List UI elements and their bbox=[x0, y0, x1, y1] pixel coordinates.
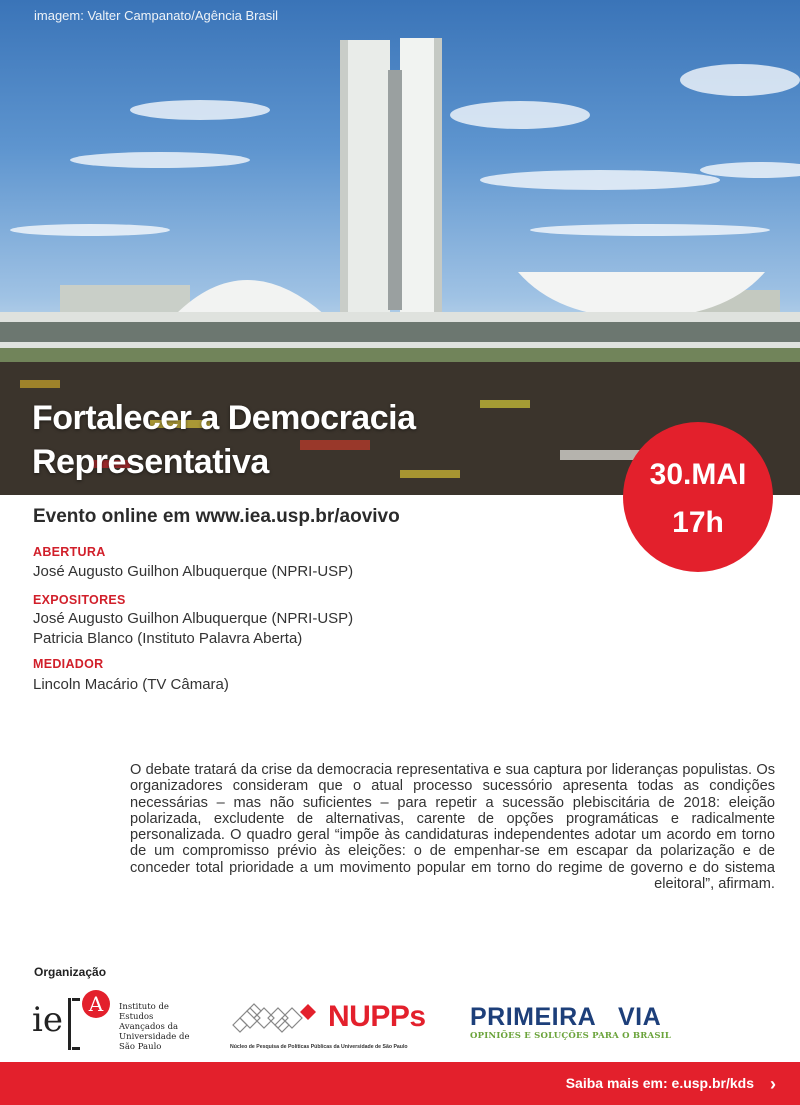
primeira-via-tagline: OPINIÕES E SOLUÇÕES PARA O BRASIL bbox=[470, 1031, 672, 1041]
nupps-name: NUPPs bbox=[328, 1000, 426, 1033]
iea-name-line: Avançados da bbox=[119, 1022, 179, 1032]
iea-name-line: São Paulo bbox=[119, 1042, 162, 1052]
primeira-via-name-part1: PRIMEIRA bbox=[470, 1003, 597, 1031]
speaker-item: José Augusto Guilhon Albuquerque (NPRI-USP) bbox=[33, 610, 354, 627]
event-description: O debate tratará da crise da democracia representativa e sua captura por lideranças populistas. Os organizadores consideram que o atual processo sucessório apresenta todas as condições necessárias – mas não suficientes – para repetir a sucessão plebiscitária de 2018: eleição polarizada, excludente de alternativas, carente de opções programáticas e radicalmente personalizada. O quadro geral “impõe às candidaturas independentes adotar um acordo em torno de um compromisso prévio às eleições: o de empenhar-se em escapar da polarização e de conceder total prioridade a um movimento popular em torno do regime de governo e do sistema eleitoral”, afirmam. bbox=[130, 762, 775, 893]
iea-name-line: Estudos bbox=[119, 1012, 154, 1022]
primeira-via-logo[interactable] bbox=[470, 1003, 690, 1043]
speaker-item: Patricia Blanco (Instituto Palavra Aberta) bbox=[33, 630, 303, 647]
opening-speaker: José Augusto Guilhon Albuquerque (NPRI-USP) bbox=[33, 563, 354, 580]
event-time: 17h bbox=[672, 506, 724, 539]
nupps-subtitle: Núcleo de Pesquisa de Políticas Públicas da Universidade de São Paulo bbox=[230, 1044, 408, 1050]
iea-name-line: Universidade de bbox=[119, 1032, 190, 1042]
event-date: 30.MAI bbox=[649, 458, 747, 491]
date-badge bbox=[623, 422, 773, 572]
more-info-link[interactable]: Saiba mais em: e.usp.br/kds bbox=[565, 1075, 754, 1091]
footer-bar bbox=[0, 1062, 800, 1105]
moderator-label: MEDIADOR bbox=[33, 657, 104, 671]
chevron-right-icon[interactable]: › bbox=[770, 1074, 776, 1094]
nupps-logo[interactable] bbox=[230, 996, 430, 1056]
nupps-pattern-icon bbox=[230, 998, 322, 1038]
iea-logo-letter: A bbox=[82, 990, 110, 1018]
iea-name bbox=[119, 1002, 190, 1052]
organization-label: Organização bbox=[34, 965, 107, 979]
iea-name-line: Instituto de bbox=[119, 1002, 169, 1012]
event-title-line2: Representativa bbox=[32, 443, 269, 481]
opening-label: ABERTURA bbox=[33, 545, 106, 559]
photo-credit: imagem: Valter Campanato/Agência Brasil bbox=[34, 8, 278, 23]
hero-image bbox=[0, 0, 800, 495]
iea-logo-bracket-top bbox=[72, 998, 80, 1001]
event-title bbox=[32, 396, 552, 484]
iea-logo-mark: ie bbox=[32, 1000, 63, 1040]
iea-logo-bracket-bottom bbox=[72, 1047, 80, 1050]
moderator-name: Lincoln Macário (TV Câmara) bbox=[33, 676, 229, 693]
iea-logo[interactable] bbox=[32, 990, 202, 1052]
primeira-via-name-part2: VIA bbox=[618, 1003, 662, 1031]
event-title-line1: Fortalecer a Democracia bbox=[32, 399, 416, 437]
speakers-label: EXPOSITORES bbox=[33, 593, 126, 607]
iea-logo-bracket bbox=[68, 998, 71, 1050]
online-event-link[interactable]: Evento online em www.iea.usp.br/aovivo bbox=[33, 506, 400, 527]
